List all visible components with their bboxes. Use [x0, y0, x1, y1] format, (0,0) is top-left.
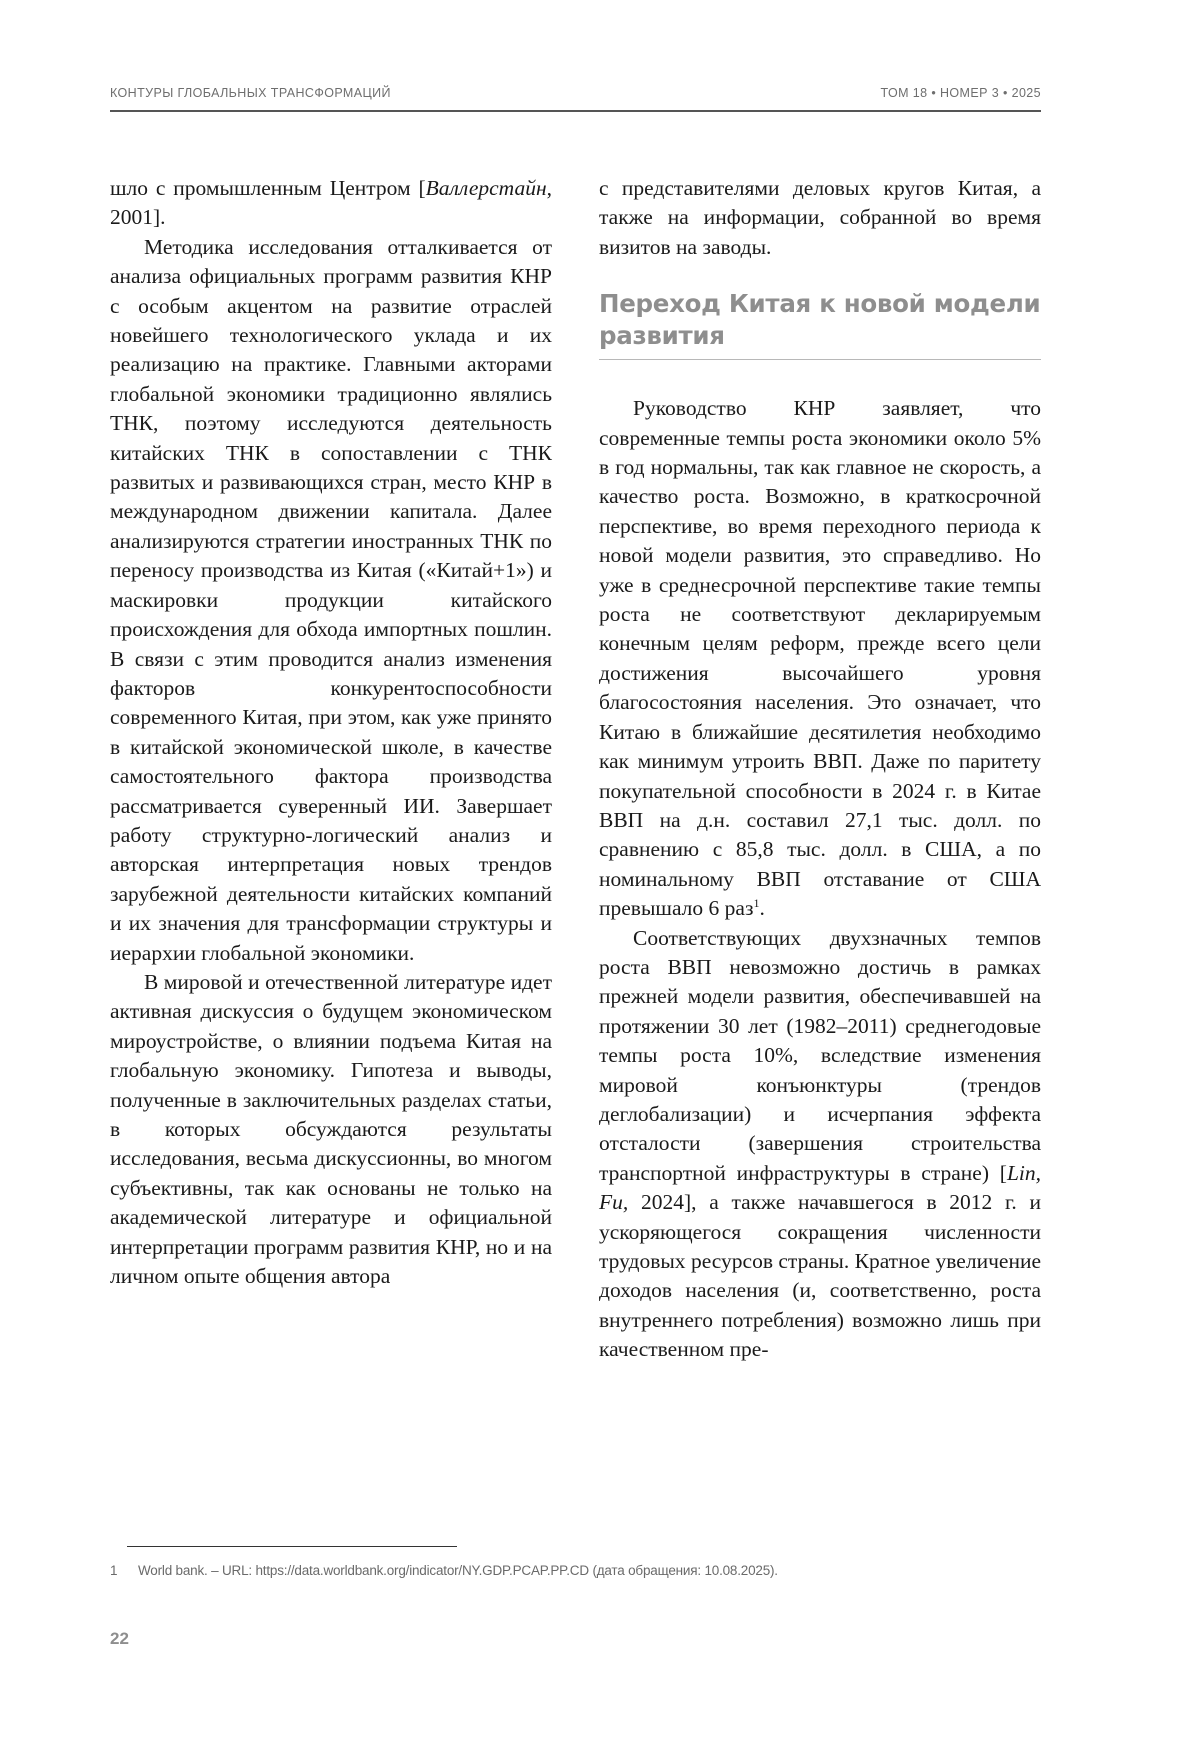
footnote-divider: [127, 1546, 457, 1547]
paragraph: Соответствующих двухзначных темпов роста ВВП невозможно достичь в рамках прежней модели развития, обеспечивавшей на протяжении 30 лет (1982–2011) среднегодовые темпы роста 10%, вследствие изменения мировой конъюнктуры (трендов деглобализации) и исчерпания эффекта отсталости (завершения строительства транспортной инфраструктуры в стране) [Lin, Fu, 2024], а также начавшегося в 2012 г. и ускоряющегося сокращения численности трудовых ресурсов страны. Кратное увеличение доходов населения (и, соответственно, роста внутреннего потребления) возможно лишь при качественном пре-: [599, 925, 1041, 1362]
footnote-text: World bank. – URL: https://data.worldbank.org/indicator/NY.GDP.PCAP.PP.CD (дата обращения: 10.08.2025).: [138, 1563, 778, 1578]
paragraph: шло с промышленным Центром [Валлерстайн, 2001].: [110, 176, 552, 230]
footnote-number: 1: [110, 1563, 118, 1578]
footnote-reference[interactable]: 1: [753, 895, 760, 910]
journal-title: КОНТУРЫ ГЛОБАЛЬНЫХ ТРАНСФОРМАЦИЙ: [110, 86, 391, 100]
running-header: [110, 86, 1041, 112]
issue-info: ТОМ 18 • НОМЕР 3 • 2025: [880, 86, 1041, 100]
left-column: [110, 174, 552, 1291]
right-column: [599, 174, 1041, 1365]
page-number: 22: [110, 1629, 129, 1648]
paragraph: с представителями деловых кругов Китая, а также на информации, собранной во время визитов на заводы.: [599, 176, 1041, 259]
paragraph: Руководство КНР заявляет, что современные темпы роста экономики около 5% в год нормальны, так как главное не скорость, а качество роста. Возможно, в краткосрочной перспективе, во время переходного периода к новой модели развития, это справедливо. Но уже в среднесрочной перспективе такие темпы роста не соответствуют декларируемым конечным целям реформ, прежде всего цели достижения высочайшего уровня благосостояния населения. Это означает, что Китаю в ближайшие десятилетия необходимо как минимум утроить ВВП. Даже по паритету покупательной способности в 2024 г. в Китае ВВП на д.н. составил 27,1 тыс. долл. по сравнению с 85,8 тыс. долл. в США, а по номинальному ВВП отставание от США превышало 6 раз$^1$.: [599, 396, 1041, 921]
footnote: [110, 1563, 1041, 1578]
paragraph: Методика исследования отталкивается от анализа официальных программ развития КНР с особым акцентом на развитие отраслей новейшего технологического уклада и их реализацию на практике. Главными акторами глобальной экономики традиционно являлись ТНК, поэтому исследуются деятельность китайских ТНК в сопоставлении с ТНК развитых и развивающихся стран, место КНР в международном движении капитала. Далее анализируются стратегии иностранных ТНК по переносу производства из Китая («Китай+1») и маскировки продукции китайского происхождения для обхода импортных пошлин. В связи с этим проводится анализ изменения факторов конкурентоспособности современного Китая, при этом, как уже принято в китайской экономической школе, в качестве самостоятельного фактора производства рассматривается суверенный ИИ. Завершает работу структурно-логический анализ и авторская интерпретация новых трендов зарубежной деятельности китайских компаний и их значения для трансформации структуры и иерархии глобальной экономики.: [110, 234, 552, 965]
citation-author: Валлерстайн: [425, 176, 547, 200]
section-heading: Переход Китая к новой модели развития: [599, 288, 1041, 360]
paragraph: В мировой и отечественной литературе идет активная дискуссия о будущем экономическом мироустройстве, о влиянии подъема Китая на глобальную экономику. Гипотеза и выводы, полученные в заключительных разделах статьи, в которых обсуждаются результаты исследования, весьма дискуссионны, во многом субъективны, так как основаны не только на академической литературе и официальной интерпретации программ развития КНР, но и на личном опыте общения автора: [110, 969, 552, 1289]
citation-author: Lin, Fu,: [599, 1160, 1041, 1215]
